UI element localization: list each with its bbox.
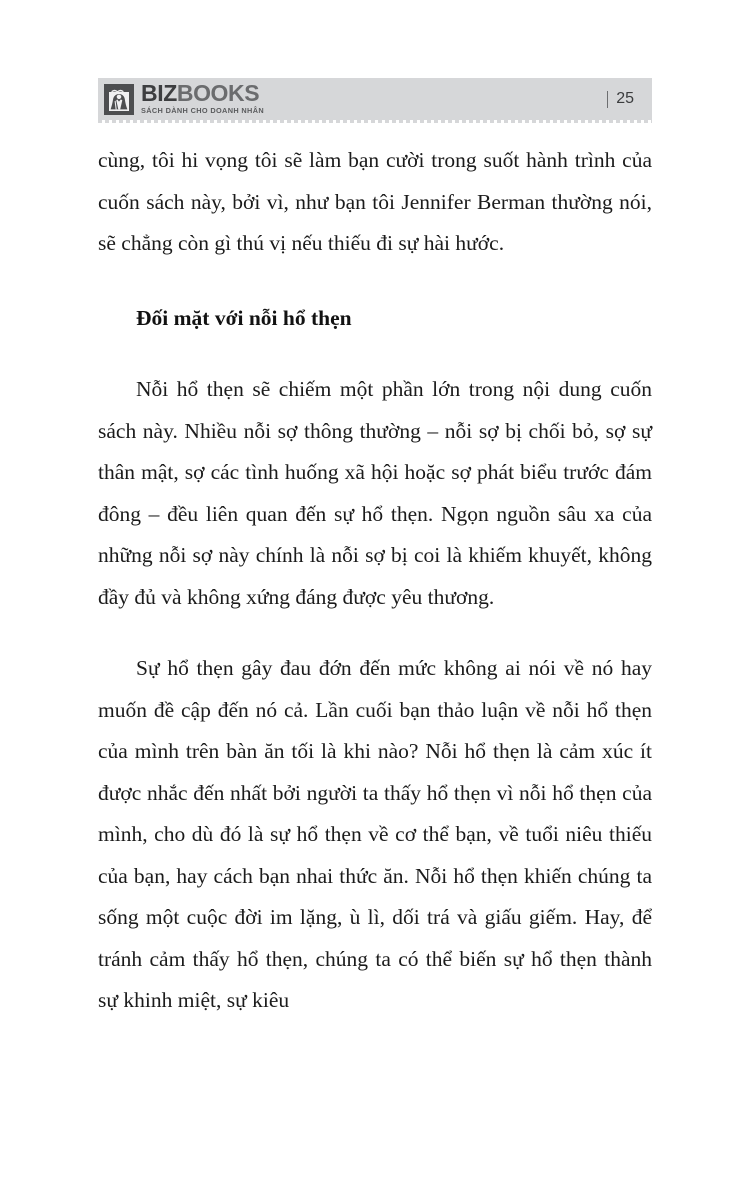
page-number: 25	[616, 90, 634, 107]
page-body	[98, 140, 652, 1022]
section-heading: Đối mặt với nỗi hổ thẹn	[136, 305, 352, 330]
brand-lockup	[104, 78, 265, 120]
bizbooks-book-logo-icon	[104, 84, 134, 115]
paragraph-shame-intro: Nỗi hổ thẹn sẽ chiếm một phần lớn trong nội dung cuốn sách này. Nhiều nỗi sợ thông thường – nỗi sợ bị chối bỏ, sợ sự thân mật, sợ các tình huống xã hội hoặc sợ phát biểu trước đám đông – đều liên quan đến sự hổ thẹn. Ngọn nguồn sâu xa của những nỗi sợ này chính là nỗi sợ bị coi là khiếm khuyết, không đầy đủ và không xứng đáng được yêu thương.	[98, 377, 652, 609]
folio-divider	[607, 91, 608, 108]
brand-name-biz: BIZ	[141, 80, 177, 107]
paragraph-continuation: cùng, tôi hi vọng tôi sẽ làm bạn cười trong suốt hành trình của cuốn sách này, bởi vì, như bạn tôi Jennifer Berman thường nói, sẽ chẳng còn gì thú vị nếu thiếu đi sự hài hước.	[98, 148, 652, 255]
brand-name-books: BOOKS	[176, 80, 260, 107]
brand-text	[141, 80, 265, 116]
brand-tagline: SÁCH DÀNH CHO DOANH NHÂN	[141, 106, 265, 116]
running-header	[98, 78, 652, 120]
page-folio	[607, 90, 638, 108]
brand-name	[141, 82, 262, 105]
paragraph-shame-pain: Sự hổ thẹn gây đau đớn đến mức không ai nói về nó hay muốn đề cập đến nó cả. Lần cuối bạn thảo luận về nỗi hổ thẹn của mình trên bàn ăn tối là khi nào? Nỗi hổ thẹn là cảm xúc ít được nhắc đến nhất bởi người ta thấy hổ thẹn vì nỗi hổ thẹn của mình, cho dù đó là sự hổ thẹn về cơ thể bạn, về tuổi niêu thiếu của bạn, hay cách bạn nhai thức ăn. Nỗi hổ thẹn khiến chúng ta sống một cuộc đời im lặng, ù lì, dối trá và giấu giếm. Hay, để tránh cảm thấy hổ thẹn, chúng ta có thể biến sự hổ thẹn thành sự khinh miệt, sự kiêu	[98, 656, 652, 1012]
